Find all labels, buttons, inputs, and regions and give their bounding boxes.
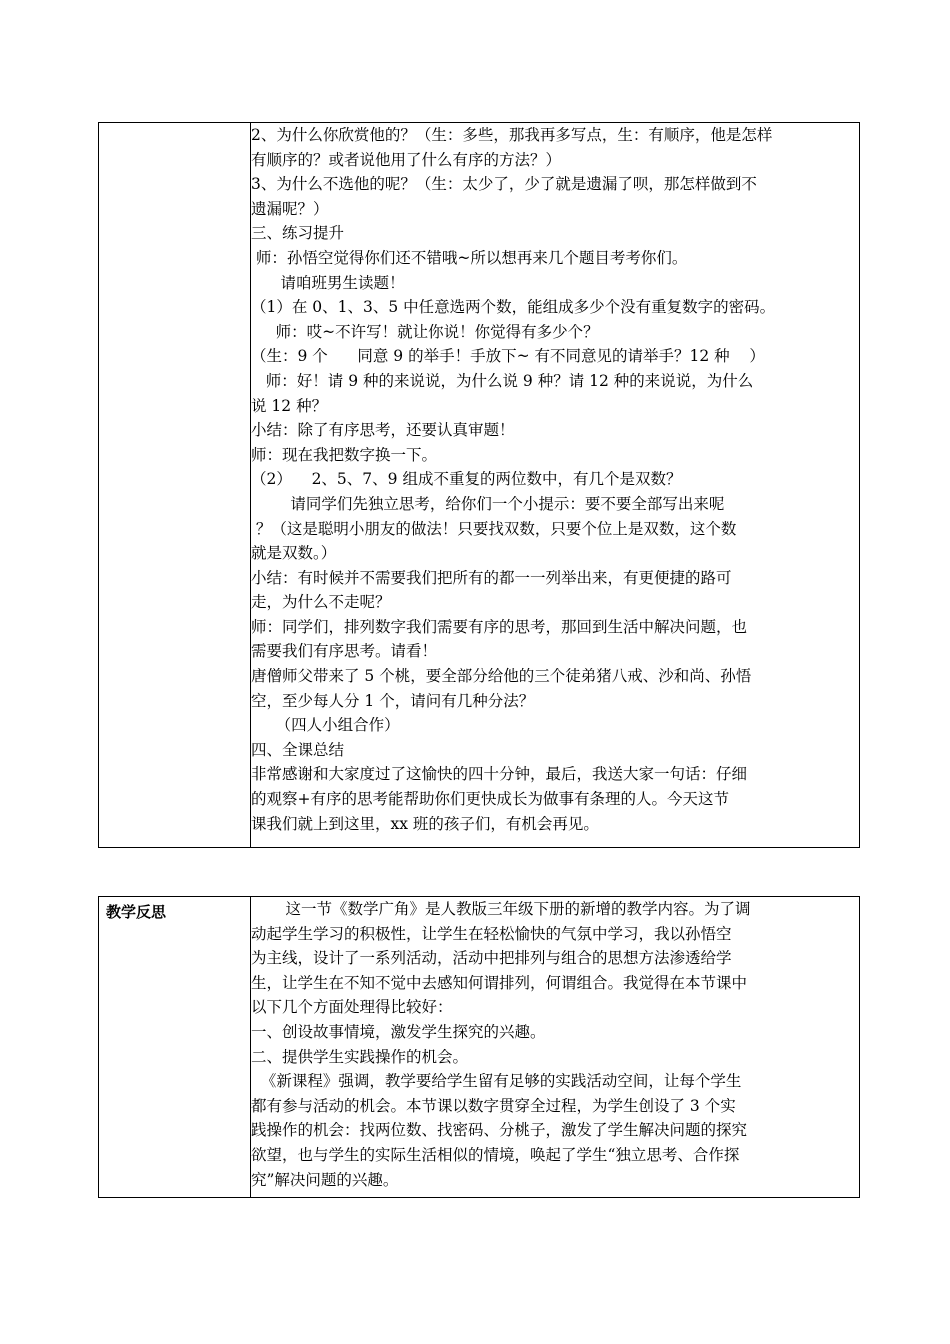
reflection-table [98,896,860,1198]
text-line: 以下几个方面处理得比较好： [251,998,453,1017]
text-line: 生，让学生在不知不觉中去感知何谓排列，何谓组合。我觉得在本节课中 [251,973,748,992]
text-line: （1）在 0、1、3、5 中任意选两个数，能组成多少个没有重复数字的密码。 [251,298,776,317]
text-line: 就是双数。） [251,544,337,563]
text-line: 课我们就上到这里，xx 班的孩子们，有机会再见。 [251,814,599,833]
text-line: 践操作的机会：找两位数、找密码、分桃子，激发了学生解决问题的探究 [251,1121,748,1140]
text-line: 究”解决问题的兴趣。 [251,1170,399,1189]
text-line: 为主线，设计了一系列活动，活动中把排列与组合的思想方法渗透给学 [251,949,732,968]
text-line: 四、全课总结 [251,740,345,759]
text-line: 都有参与活动的机会。本节课以数字贯穿全过程，为学生创设了 3 个实 [251,1096,736,1115]
text-line: 唐僧师父带来了 5 个桃，要全部分给他的三个徒弟猪八戒、沙和尚、孙悟 [251,667,752,686]
reflection-label: 教学反思 [106,903,167,921]
reflection-content-cell [251,897,860,1198]
text-line: 空，至少每人分 1 个，请问有几种分法？ [251,691,535,710]
text-line: （2） 2、5、7、9 组成不重复的两位数中，有几个是双数？ [251,470,682,489]
lesson-table [98,122,860,848]
text-line: ？（这是聪明小朋友的做法！只要找双数，只要个位上是双数，这个数 [251,519,737,538]
text-line: 小结：有时候并不需要我们把所有的都一一列举出来，有更便捷的路可 [251,568,732,587]
text-line: 师：好！请 9 种的来说说，为什么说 9 种？请 12 种的来说说，为什么 [251,371,754,390]
text-line: 非常感谢和大家度过了这愉快的四十分钟，最后，我送大家一句话：仔细 [251,765,748,784]
text-line: 一、创设故事情境，激发学生探究的兴趣。 [251,1022,546,1041]
text-line: 3、为什么不选他的呢？（生：太少了，少了就是遗漏了呗，那怎样做到不 [251,175,757,194]
text-line: 欲望，也与学生的实际生活相似的情境，唤起了学生“独立思考、合作探 [251,1145,740,1164]
reflection-label-cell [99,897,251,1198]
text-line: 三、练习提升 [251,224,345,243]
left-column-cell [99,123,251,848]
text-line: 动起学生学习的积极性，让学生在轻松愉快的气氛中学习，我以孙悟空 [251,924,732,943]
text-line: 师：同学们，排列数字我们需要有序的思考，那回到生活中解决问题，也 [251,617,748,636]
lesson-content-cell [251,123,860,848]
text-line: 遗漏呢？） [251,199,329,218]
text-line: 这一节《数学广角》是人教版三年级下册的新增的教学内容。为了调 [251,900,751,918]
text-line: 师：现在我把数字换一下。 [251,445,438,464]
text-line: 2、为什么你欣赏他的？（生：多些，那我再多写点，生：有顺序，他是怎样 [251,126,773,144]
text-line: 《新课程》强调，教学要给学生留有足够的实践活动空间，让每个学生 [251,1072,742,1091]
text-line: 师：孙悟空觉得你们还不错哦~所以想再来几个题目考考你们。 [251,248,688,267]
text-line: 有顺序的？或者说他用了什么有序的方法？） [251,150,562,169]
text-line: 小结：除了有序思考，还要认真审题！ [251,421,515,440]
text-line: 请咱班男生读题！ [251,273,405,292]
text-line: （生：9 个 同意 9 的举手！手放下~ 有不同意见的请举手？12 种 ） [251,347,765,366]
text-line: 二、提供学生实践操作的机会。 [251,1047,469,1066]
text-line: 需要我们有序思考。请看！ [251,642,438,661]
text-line: （四人小组合作） [251,716,400,735]
text-line: 说 12 种？ [251,396,328,415]
text-line: 请同学们先独立思考，给你们一个小提示：要不要全部写出来呢 [251,494,725,513]
text-line: 的观察+有序的思考能帮助你们更快成长为做事有条理的人。今天这节 [251,790,729,809]
text-line: 走，为什么不走呢？ [251,593,391,612]
text-line: 师：哎~不许写！就让你说！你觉得有多少个？ [251,322,599,341]
